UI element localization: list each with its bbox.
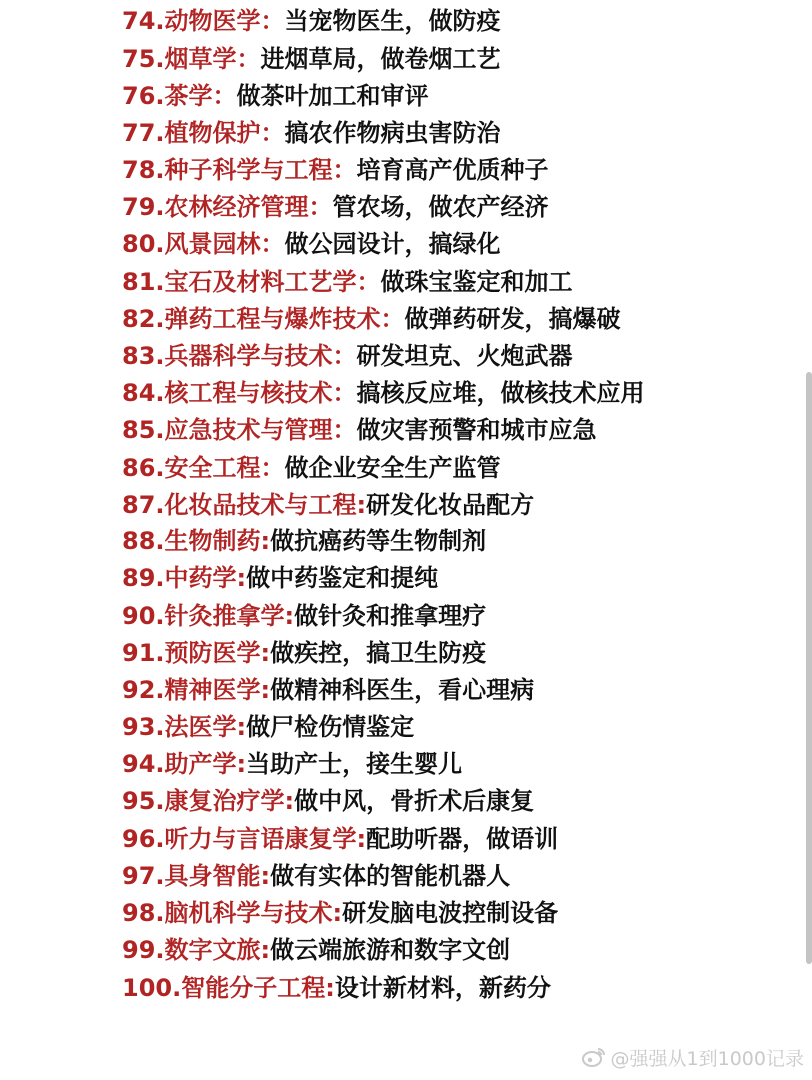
item-number: 93.	[122, 713, 165, 741]
watermark-text: @强强从1到1000记录	[610, 1047, 804, 1070]
major-name: 听力与言语康复学:	[164, 825, 367, 853]
major-name: 烟草学：	[164, 45, 261, 73]
major-description: 设计新材料，新药分	[334, 974, 551, 1002]
list-item	[122, 412, 597, 448]
major-description: 研发化妆品配方	[366, 491, 535, 519]
list-item	[122, 523, 486, 559]
major-name: 动物医学：	[164, 7, 285, 35]
item-number: 99.	[122, 936, 165, 964]
major-name: 脑机科学与技术:	[164, 899, 343, 927]
watermark	[581, 1044, 804, 1070]
major-name: 预防医学:	[164, 639, 271, 667]
major-name: 茶学：	[164, 82, 237, 110]
list-item	[122, 226, 501, 262]
major-name: 具身智能:	[164, 862, 271, 890]
scrollbar[interactable]	[806, 372, 812, 964]
item-number: 98.	[122, 899, 165, 927]
major-name: 化妆品技术与工程:	[164, 491, 367, 519]
list-item	[122, 115, 501, 151]
item-number: 88.	[122, 527, 165, 555]
list-item	[122, 970, 551, 1006]
item-number: 85.	[122, 416, 165, 444]
item-number: 84.	[122, 379, 165, 407]
list-item	[122, 709, 414, 745]
major-description: 做灾害预警和城市应急	[356, 416, 597, 444]
major-description: 做茶叶加工和审评	[236, 82, 429, 110]
major-description: 做中风，骨折术后康复	[294, 787, 535, 815]
major-description: 搞农作物病虫害防治	[284, 119, 501, 147]
major-description: 研发脑电波控制设备	[342, 899, 559, 927]
major-description: 做中药鉴定和提纯	[246, 564, 439, 592]
item-number: 83.	[122, 342, 165, 370]
list-item	[122, 3, 501, 39]
major-name: 兵器科学与技术：	[164, 342, 357, 370]
list-item	[122, 189, 549, 225]
major-description: 做精神科医生，看心理病	[270, 676, 535, 704]
major-description: 做企业安全生产监管	[284, 454, 501, 482]
major-description: 做弹药研发，搞爆破	[404, 305, 621, 333]
weibo-icon	[581, 1046, 607, 1068]
major-description: 做珠宝鉴定和加工	[380, 268, 573, 296]
item-number: 86.	[122, 454, 165, 482]
major-name: 数字文旅:	[164, 936, 271, 964]
major-name: 助产学:	[164, 750, 247, 778]
item-number: 90.	[122, 602, 165, 630]
major-description: 研发坦克、火炮武器	[356, 342, 573, 370]
item-number: 76.	[122, 82, 165, 110]
item-number: 92.	[122, 676, 165, 704]
item-number: 89.	[122, 564, 165, 592]
major-name: 宝石及材料工艺学：	[164, 268, 381, 296]
major-name: 植物保护：	[164, 119, 285, 147]
item-number: 96.	[122, 825, 165, 853]
major-description: 进烟草局，做卷烟工艺	[260, 45, 501, 73]
item-number: 100.	[122, 974, 182, 1002]
major-name: 弹药工程与爆炸技术：	[164, 305, 405, 333]
item-number: 80.	[122, 230, 165, 258]
major-name: 法医学:	[164, 713, 247, 741]
major-description: 做针灸和推拿理疗	[294, 602, 487, 630]
major-name: 智能分子工程:	[181, 974, 335, 1002]
major-name: 安全工程：	[164, 454, 285, 482]
major-description: 配助听器，做语训	[366, 825, 559, 853]
list-item	[122, 450, 501, 486]
item-number: 79.	[122, 193, 165, 221]
item-number: 94.	[122, 750, 165, 778]
major-name: 中药学:	[164, 564, 247, 592]
major-description: 当宠物医生，做防疫	[284, 7, 501, 35]
major-description: 做有实体的智能机器人	[270, 862, 511, 890]
major-description: 管农场，做农产经济	[332, 193, 549, 221]
major-description: 做公园设计，搞绿化	[284, 230, 501, 258]
list-item	[122, 78, 429, 114]
major-name: 风景园林：	[164, 230, 285, 258]
major-description: 做尸检伤情鉴定	[246, 713, 415, 741]
list-item	[122, 858, 510, 894]
list-item	[122, 932, 510, 968]
item-number: 97.	[122, 862, 165, 890]
major-description: 培育高产优质种子	[356, 156, 549, 184]
list-item	[122, 338, 573, 374]
list-item	[122, 487, 534, 523]
item-number: 82.	[122, 305, 165, 333]
major-name: 种子科学与工程：	[164, 156, 357, 184]
major-name: 应急技术与管理：	[164, 416, 357, 444]
item-number: 95.	[122, 787, 165, 815]
major-name: 精神医学:	[164, 676, 271, 704]
major-name: 核工程与核技术：	[164, 379, 357, 407]
item-number: 74.	[122, 7, 165, 35]
major-description: 搞核反应堆，做核技术应用	[356, 379, 645, 407]
major-name: 农林经济管理：	[164, 193, 333, 221]
item-number: 81.	[122, 268, 165, 296]
major-description: 做疾控，搞卫生防疫	[270, 639, 487, 667]
major-description: 做抗癌药等生物制剂	[270, 527, 487, 555]
major-name: 针灸推拿学:	[164, 602, 295, 630]
item-number: 78.	[122, 156, 165, 184]
major-description: 做云端旅游和数字文创	[270, 936, 511, 964]
item-number: 87.	[122, 491, 165, 519]
list-item	[122, 41, 501, 77]
list-item	[122, 672, 534, 708]
list-item	[122, 264, 573, 300]
list-item	[122, 746, 462, 782]
major-name: 康复治疗学:	[164, 787, 295, 815]
list-item	[122, 895, 558, 931]
item-number: 75.	[122, 45, 165, 73]
list-item	[122, 152, 549, 188]
list-item	[122, 560, 438, 596]
major-name: 生物制药:	[164, 527, 271, 555]
list-item	[122, 821, 558, 857]
list-item	[122, 783, 534, 819]
item-number: 77.	[122, 119, 165, 147]
list-item	[122, 635, 486, 671]
item-number: 91.	[122, 639, 165, 667]
list-item	[122, 598, 486, 634]
list-item	[122, 301, 621, 337]
list-item	[122, 375, 645, 411]
major-description: 当助产士，接生婴儿	[246, 750, 463, 778]
